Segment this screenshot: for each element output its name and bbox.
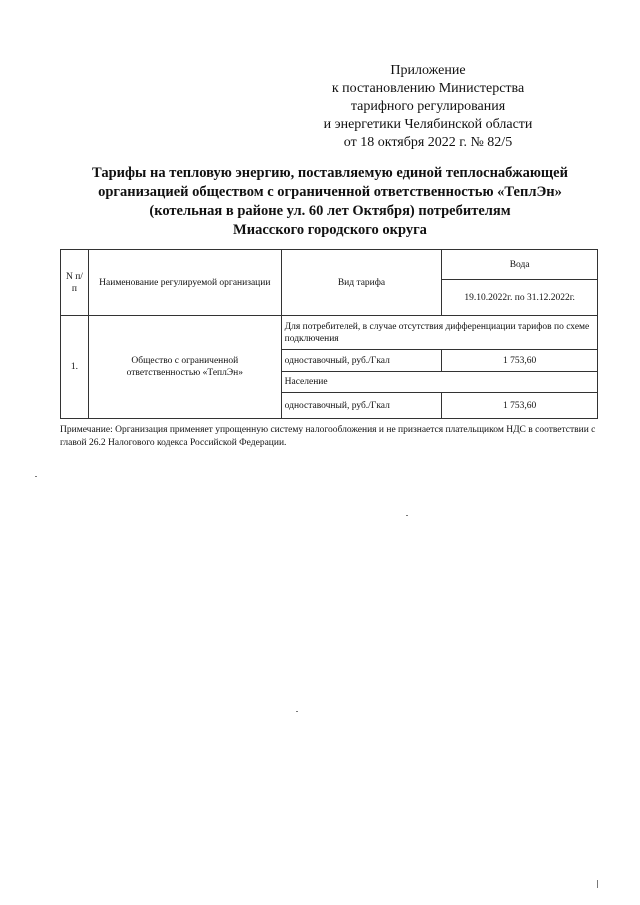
header-period: 19.10.2022г. по 31.12.2022г. (442, 280, 598, 316)
title-line-4: Миасского городского округа (233, 222, 427, 238)
scan-speck (597, 880, 598, 888)
header-tariff-type: Вид тарифа (281, 250, 442, 316)
table-row (61, 316, 598, 350)
section1-tariff-type: одноставочный, руб./Гкал (281, 350, 442, 372)
appendix-block (278, 62, 578, 152)
document-title (40, 164, 620, 240)
table-header-row (61, 250, 598, 280)
scan-speck (296, 711, 298, 712)
section2-value: 1 753,60 (442, 393, 598, 419)
section1-label: Для потребителей, в случае отсутствия дифференциации тарифов по схеме подключения (281, 316, 597, 350)
tariff-table (60, 249, 598, 419)
scan-speck (35, 476, 37, 477)
title-line-2: организацией обществом с ограниченной ответственностью «ТеплЭн» (98, 184, 562, 200)
header-group: Вода (442, 250, 598, 280)
section1-value: 1 753,60 (442, 350, 598, 372)
title-line-3: (котельная в районе ул. 60 лет Октября) потребителям (149, 203, 511, 219)
header-num: N п/п (61, 250, 89, 316)
section2-label: Население (281, 372, 597, 393)
appendix-line-3: тарифного регулирования (350, 99, 506, 114)
section2-tariff-type: одноставочный, руб./Гкал (281, 393, 442, 419)
appendix-line-1: Приложение (390, 63, 466, 78)
appendix-line-4: и энергетики Челябинской области (323, 117, 533, 132)
scan-speck (406, 515, 408, 516)
appendix-line-5: от 18 октября 2022 г. № 82/5 (343, 135, 513, 150)
title-line-1: Тарифы на тепловую энергию, поставляемую единой теплоснабжающей (92, 165, 568, 181)
footnote: Примечание: Организация применяет упрощенную систему налогообложения и не признается плательщиком НДС в соответствии с главой 26.2 Налогового кодекса Российской Федерации. (60, 425, 596, 448)
appendix-line-2: к постановлению Министерства (331, 81, 525, 96)
header-org: Наименование регулируемой организации (88, 250, 281, 316)
row-org: Общество с ограниченной ответственностью «ТеплЭн» (88, 316, 281, 419)
row-num: 1. (61, 316, 89, 419)
